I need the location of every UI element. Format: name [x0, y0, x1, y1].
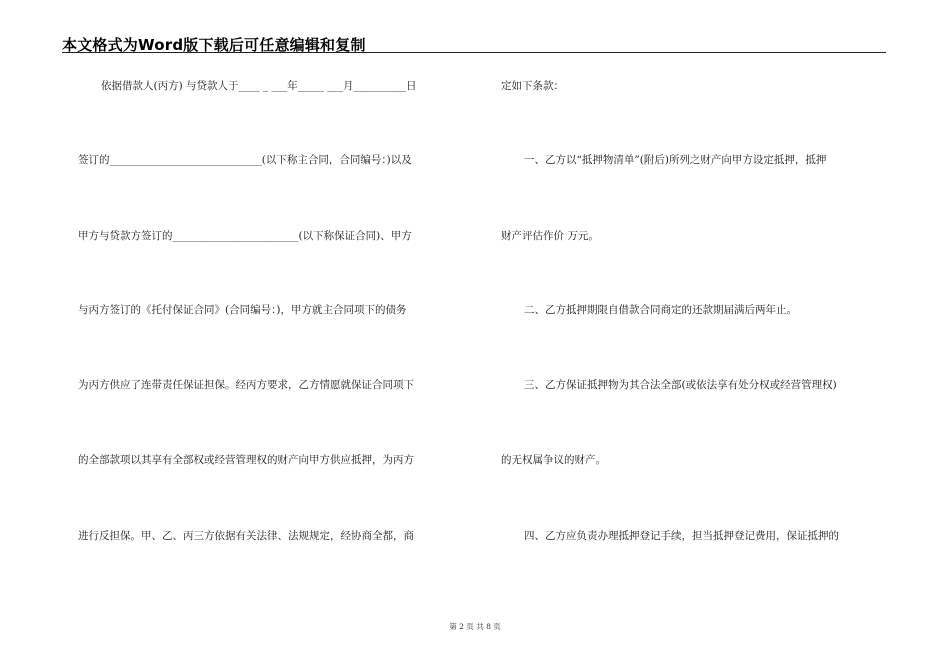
left-line-4: 与丙方签订的《托付保证合同》(合同编号：)，甲方就主合同项下的债务	[78, 304, 407, 316]
right-line-7: 四、乙方应负责办理抵押登记手续，担当抵押登记费用，保证抵押的	[524, 530, 839, 542]
left-line-2: 签订的_____________________________(以下称主合同，合同编号：)以及	[78, 154, 412, 166]
page-header-title: 本文格式为Word版下载后可任意编辑和复制	[62, 36, 366, 54]
left-line-6: 的全部款项以其享有全部权或经营管理权的财产向甲方供应抵押，为丙方	[78, 454, 414, 466]
left-line-7: 进行反担保。甲、乙、丙三方依据有关法律、法规规定，经协商全都，商	[78, 530, 414, 542]
right-line-2: 一、乙方以“抵押物清单”(附后)所列之财产向甲方设定抵押，抵押	[524, 154, 827, 166]
right-line-1: 定如下条款：	[501, 80, 564, 92]
left-line-5: 为丙方供应了连带责任保证担保。经丙方要求，乙方情愿就保证合同项下	[78, 379, 414, 391]
right-line-6: 的无权属争议的财产。	[501, 454, 606, 466]
right-line-5: 三、乙方保证抵押物为其合法全部(或依法享有处分权或经营管理权)	[524, 379, 837, 391]
right-line-3: 财产评估作价 万元。	[501, 230, 599, 242]
left-line-1: 依据借款人(丙方) 与贷款人于____ _ ___年_____ ___月__________日	[101, 80, 417, 92]
left-line-3: 甲方与贷款方签订的________________________(以下称保证合同)、甲方	[78, 230, 412, 242]
header-rule	[62, 52, 886, 53]
page-footer: 第 2 页 共 8 页	[449, 622, 501, 631]
right-line-4: 二、乙方抵押期限自借款合同商定的还款期届满后两年止。	[524, 304, 797, 316]
